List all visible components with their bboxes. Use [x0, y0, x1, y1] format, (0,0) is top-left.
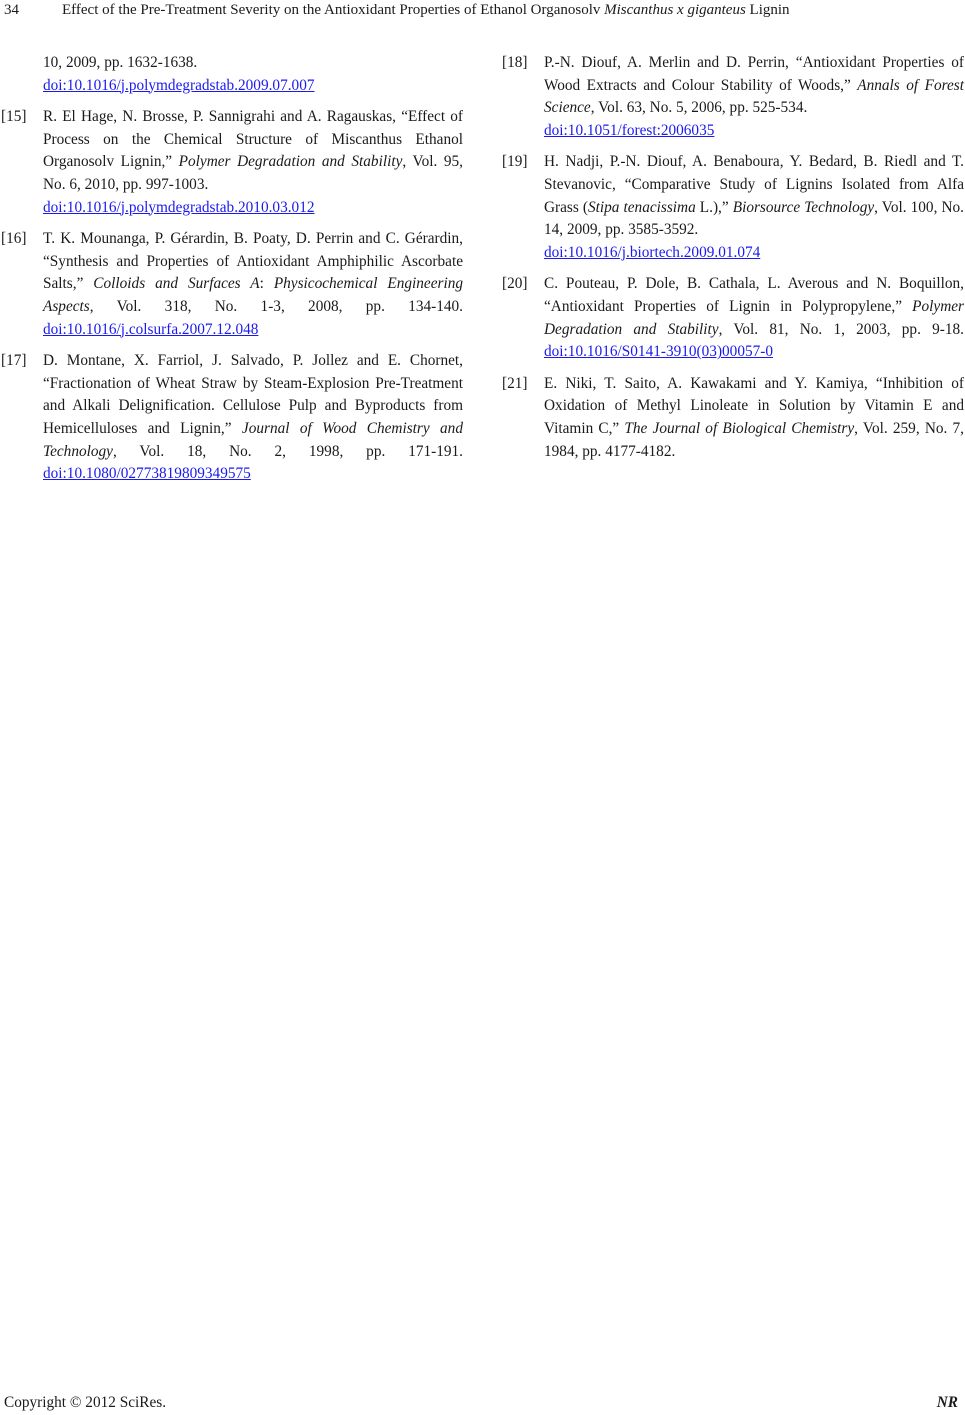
running-title [62, 0, 790, 20]
journal-name: Biorsource Technology [732, 198, 875, 216]
journal-name: The Journal of Biological Chemistry [624, 419, 855, 437]
reference-21 [502, 373, 965, 463]
reference-text: D. Montane, X. Farriol, J. Salvado, P. Jollez and E. Chornet, “Fractionation of Wheat Straw by Steam-Explosion Pre-Treatment and Alkali Delignification. Cellulose Pulp and Byproducts from Hemicelluloses and Lignin,” [43, 352, 463, 437]
references-left-column [1, 52, 463, 495]
copyright-notice: Copyright © 2012 SciRes. [4, 1394, 167, 1411]
doi-link[interactable]: doi:10.1016/j.colsurfa.2007.12.048 [43, 320, 259, 338]
running-title-text: Effect of the Pre-Treatment Severity on the Antioxidant Properties of Ethanol Organosolv [62, 2, 605, 18]
reference-15 [1, 106, 463, 219]
running-title-species: Miscanthus x giganteus [604, 2, 746, 18]
page-number: 34 [4, 2, 19, 18]
reference-details: , Vol. 318, No. 1-3, 2008, pp. 134-140. [89, 297, 463, 315]
journal-subtitle: Physicochemical Engineering Aspects [43, 275, 463, 315]
reference-text: C. Pouteau, P. Dole, B. Cathala, L. Averous and N. Boquillon, “Antioxidant Properties of Lignin in Polypropylene,” [544, 275, 964, 315]
reference-text: T. K. Mounanga, P. Gérardin, B. Poaty, D. Perrin and C. Gérardin, “Synthesis and Properties of Antioxidant Amphiphilic Ascorbate Salts,” [43, 230, 463, 293]
page-footer [0, 1393, 965, 1415]
journal-name: Polymer Degradation and Stability [178, 153, 403, 171]
reference-details: , Vol. 95, No. 6, 2010, pp. 997-1003. [43, 153, 463, 193]
doi-link[interactable]: doi:10.1080/02773819809349575 [43, 465, 251, 483]
reference-text: E. Niki, T. Saito, A. Kawakami and Y. Kamiya, “Inhibition of Oxidation of Methyl Linoleate in Solution by Vitamin E and Vitamin C,” [544, 374, 964, 437]
species-name: Stipa tenacissima [588, 198, 696, 216]
journal-name: Journal of Wood Chemistry and Technology [43, 419, 463, 460]
reference-text-cont: L.),” [695, 198, 733, 216]
reference-number: [21] [502, 374, 528, 392]
reference-separator: : [259, 275, 274, 293]
doi-link[interactable]: doi:10.1016/j.polymdegradstab.2009.07.007 [43, 76, 315, 94]
reference-16 [1, 228, 463, 341]
doi-link[interactable]: doi:10.1016/j.biortech.2009.01.074 [544, 243, 761, 261]
reference-20 [502, 273, 964, 363]
journal-name: Annals of Forest Science [544, 76, 964, 117]
reference-number: [16] [1, 230, 27, 248]
reference-continuation [43, 52, 463, 97]
reference-number: [19] [502, 153, 528, 171]
journal-name: Polymer Degradation and Stability [544, 297, 964, 338]
running-title-suffix: Lignin [745, 2, 790, 18]
journal-name: Colloids and Surfaces A [93, 275, 260, 293]
journal-abbreviation: NR [936, 1394, 958, 1411]
reference-text: H. Nadji, P.-N. Diouf, A. Benaboura, Y. Bedard, B. Riedl and T. Stevanovic, “Comparative Study of Lignins Isolated from Alfa Grass ( [544, 153, 964, 216]
reference-details: , Vol. 63, No. 5, 2006, pp. 525-534. [590, 99, 808, 117]
references-right-column [502, 52, 965, 472]
reference-details: , Vol. 81, No. 1, 2003, pp. 9-18. [718, 320, 964, 338]
continuation-text: 10, 2009, pp. 1632-1638. [43, 54, 198, 71]
reference-number: [15] [1, 108, 27, 126]
reference-number: [17] [1, 352, 27, 370]
doi-link[interactable]: doi:10.1016/j.polymdegradstab.2010.03.012 [43, 198, 315, 216]
reference-number: [20] [502, 275, 528, 293]
reference-details: , Vol. 18, No. 2, 1998, pp. 171-191. [112, 442, 463, 460]
reference-number: [18] [502, 54, 528, 71]
doi-link[interactable]: doi:10.1051/forest:2006035 [544, 121, 715, 139]
reference-text: R. El Hage, N. Brosse, P. Sannigrahi and A. Ragauskas, “Effect of Process on the Chemical Structure of Miscanthus Ethanol Organosolv Lignin,” [43, 108, 463, 171]
reference-details: , Vol. 100, No. 14, 2009, pp. 3585-3592. [544, 198, 964, 239]
reference-18 [502, 52, 964, 142]
running-header [0, 0, 965, 28]
reference-17 [1, 350, 463, 486]
reference-text: P.-N. Diouf, A. Merlin and D. Perrin, “Antioxidant Properties of Wood Extracts and Colour Stability of Woods,” [544, 54, 964, 94]
reference-19 [502, 151, 964, 264]
doi-link[interactable]: doi:10.1016/S0141-3910(03)00057-0 [544, 343, 774, 361]
reference-details: , Vol. 259, No. 7, 1984, pp. 4177-4182. [544, 419, 965, 460]
